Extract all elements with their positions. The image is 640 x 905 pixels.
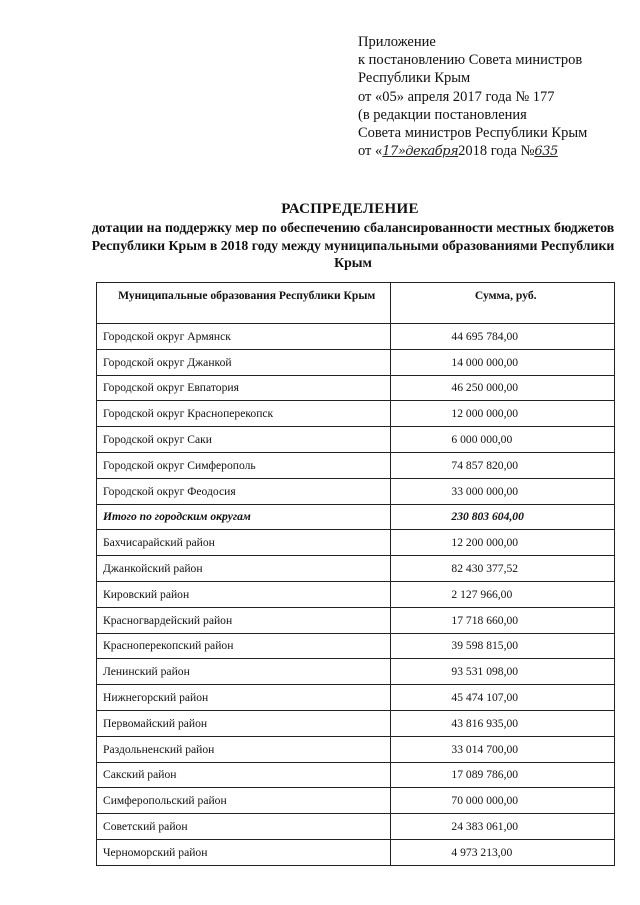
municipality-name-cell: Городской округ Саки bbox=[97, 427, 391, 453]
sum-cell: 2 127 966,00 bbox=[391, 581, 615, 607]
municipality-name-cell: Городской округ Джанкой bbox=[97, 349, 391, 375]
sum-cell: 70 000 000,00 bbox=[391, 788, 615, 814]
sum-cell: 33 000 000,00 bbox=[391, 478, 615, 504]
municipality-name-cell: Советский район bbox=[97, 814, 391, 840]
table-header-row bbox=[97, 283, 615, 324]
municipality-name-cell: Нижнегорский район bbox=[97, 685, 391, 711]
appendix-line: Республики Крым bbox=[358, 70, 471, 87]
municipality-name-cell: Городской округ Евпатория bbox=[97, 375, 391, 401]
sum-cell: 46 250 000,00 bbox=[391, 375, 615, 401]
table-row bbox=[97, 659, 615, 685]
sum-cell: 44 695 784,00 bbox=[391, 324, 615, 350]
municipality-name-cell: Бахчисарайский район bbox=[97, 530, 391, 556]
municipality-name-cell: Городской округ Симферополь bbox=[97, 452, 391, 478]
table-row bbox=[97, 762, 615, 788]
table-row bbox=[97, 736, 615, 762]
sum-cell: 12 000 000,00 bbox=[391, 401, 615, 427]
table-row bbox=[97, 478, 615, 504]
sum-cell: 45 474 107,00 bbox=[391, 685, 615, 711]
sum-cell: 17 718 660,00 bbox=[391, 607, 615, 633]
table-row bbox=[97, 633, 615, 659]
document-subtitle: дотации на поддержку мер по обеспечению сбалансированности местных бюджетов Республики Крым в 2018 году между муниципальными образованиями Республики Крым bbox=[91, 220, 615, 270]
table-row bbox=[97, 427, 615, 453]
sum-cell: 43 816 935,00 bbox=[391, 710, 615, 736]
appendix-line: Совета министров Республики Крым bbox=[358, 125, 588, 142]
municipality-name-cell: Городской округ Красноперекопск bbox=[97, 401, 391, 427]
handwritten-number: 635 bbox=[534, 144, 558, 160]
table-row bbox=[97, 324, 615, 350]
table-row bbox=[97, 349, 615, 375]
municipality-name-cell: Симферопольский район bbox=[97, 788, 391, 814]
sum-cell: 4 973 213,00 bbox=[391, 839, 615, 865]
municipality-name-cell: Кировский район bbox=[97, 581, 391, 607]
document-title: РАСПРЕДЕЛЕНИЕ bbox=[281, 201, 419, 217]
table-row bbox=[97, 401, 615, 427]
sum-cell: 24 383 061,00 bbox=[391, 814, 615, 840]
sum-cell: 6 000 000,00 bbox=[391, 427, 615, 453]
appendix-line: от «05» апреля 2017 года № 177 bbox=[358, 88, 555, 105]
sum-cell: 230 803 604,00 bbox=[391, 504, 615, 530]
table-row bbox=[97, 452, 615, 478]
municipality-name-cell: Ленинский район bbox=[97, 659, 391, 685]
table-row bbox=[97, 788, 615, 814]
municipality-name-cell: Сакский район bbox=[97, 762, 391, 788]
municipality-name-cell: Городской округ Армянск bbox=[97, 324, 391, 350]
sum-cell: 82 430 377,52 bbox=[391, 556, 615, 582]
sum-cell: 14 000 000,00 bbox=[391, 349, 615, 375]
table-row bbox=[97, 607, 615, 633]
sum-cell: 17 089 786,00 bbox=[391, 762, 615, 788]
municipality-name-cell: Первомайский район bbox=[97, 710, 391, 736]
municipality-name-cell: Итого по городским округам bbox=[97, 504, 391, 530]
sum-cell: 39 598 815,00 bbox=[391, 633, 615, 659]
municipality-name-cell: Черноморский район bbox=[97, 839, 391, 865]
handwritten-day: 17» bbox=[382, 144, 406, 160]
table-row bbox=[97, 556, 615, 582]
appendix-block bbox=[358, 33, 628, 161]
appendix-line: Приложение bbox=[358, 34, 436, 50]
municipality-name-cell: Красногвардейский район bbox=[97, 607, 391, 633]
appendix-line: (в редакции постановления bbox=[358, 106, 527, 123]
header-municipality: Муниципальные образования Республики Крым bbox=[97, 283, 391, 324]
table-row bbox=[97, 710, 615, 736]
table-row bbox=[97, 814, 615, 840]
appendix-line: к постановлению Совета министров bbox=[358, 52, 583, 69]
sum-cell: 93 531 098,00 bbox=[391, 659, 615, 685]
municipality-name-cell: Раздольненский район bbox=[97, 736, 391, 762]
handwritten-month: декабря bbox=[405, 144, 459, 160]
municipality-name-cell: Красноперекопский район bbox=[97, 633, 391, 659]
table-row bbox=[97, 530, 615, 556]
table-row bbox=[97, 685, 615, 711]
date-mid: 2018 года № bbox=[458, 143, 535, 160]
distribution-table bbox=[96, 282, 615, 866]
table-row bbox=[97, 839, 615, 865]
municipality-name-cell: Городской округ Феодосия bbox=[97, 478, 391, 504]
sum-cell: 33 014 700,00 bbox=[391, 736, 615, 762]
municipality-name-cell: Джанкойский район bbox=[97, 556, 391, 582]
table-row bbox=[97, 581, 615, 607]
date-prefix: от « bbox=[358, 143, 383, 160]
sum-cell: 12 200 000,00 bbox=[391, 530, 615, 556]
header-sum: Сумма, руб. bbox=[391, 283, 615, 324]
sum-cell: 74 857 820,00 bbox=[391, 452, 615, 478]
table-row bbox=[97, 375, 615, 401]
table-total-row bbox=[97, 504, 615, 530]
amendment-date-line bbox=[358, 142, 628, 161]
